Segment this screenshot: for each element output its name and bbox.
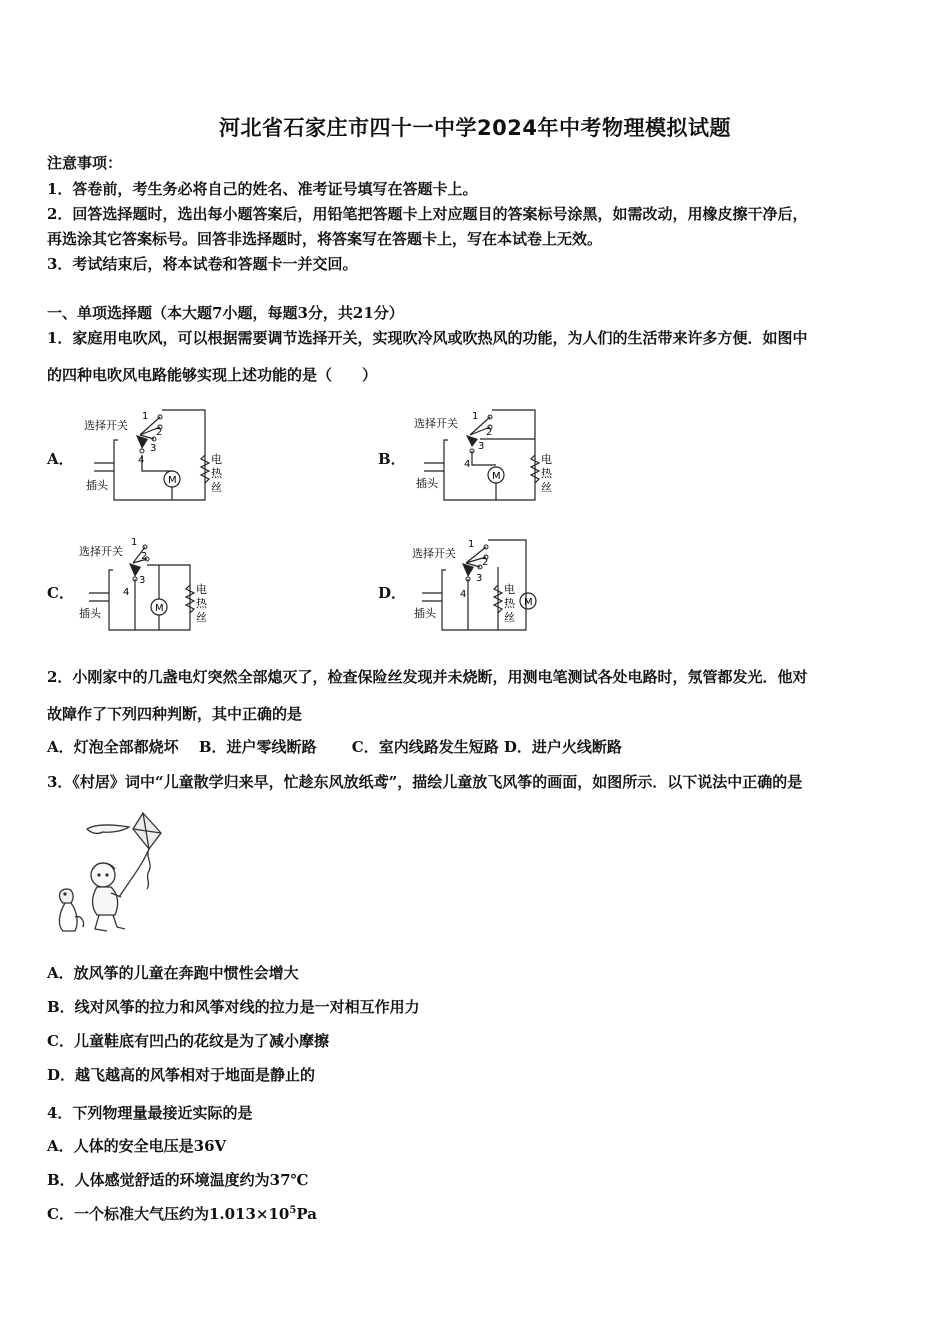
node-1-label: 1: [142, 411, 149, 422]
heater-label-3: 丝: [211, 481, 222, 494]
q4-option-c-exponent: 5: [289, 1205, 297, 1216]
q4-option-a: A．人体的安全电压是36V: [47, 1137, 227, 1155]
heater-label-3: 丝: [541, 481, 552, 494]
node-3-label: 3: [478, 441, 485, 452]
q4-option-c-unit: Pa: [296, 1205, 317, 1223]
q3-option-d: D．越飞越高的风筝相对于地面是静止的: [47, 1066, 316, 1084]
heater-label-2: 热: [504, 597, 515, 610]
heater-label-3: 丝: [504, 611, 515, 624]
heater-label-1: 电: [504, 583, 515, 596]
section-heading: 一、单项选择题（本大题7小题，每题3分，共21分）: [47, 304, 404, 322]
notice-item-2: 2．回答选择题时，选出每小题答案后，用铅笔把答题卡上对应题目的答案标号涂黑，如需改动，用橡皮擦干净后，: [47, 205, 808, 223]
motor-icon: M: [155, 603, 164, 614]
motor-icon: M: [492, 471, 501, 482]
node-1-label: 1: [468, 539, 475, 550]
switch-label: 选择开关: [79, 545, 123, 558]
heater-label-2: 热: [196, 597, 207, 610]
plug-label: 插头: [86, 479, 108, 492]
q1-option-a-label: A．: [47, 450, 74, 468]
q1-option-c-label: C．: [47, 584, 74, 602]
notice-item-2-cont: 再选涂其它答案标号。回答非选择题时，将答案写在答题卡上，写在本试卷上无效。: [47, 230, 603, 248]
circuit-diagram-d: [408, 535, 558, 635]
q1-stem-line1: 1．家庭用电吹风，可以根据需要调节选择开关，实现吹冷风或吹热风的功能，为人们的生活带来许多方便．如图中: [47, 329, 808, 347]
q4-stem: 4．下列物理量最接近实际的是: [47, 1104, 253, 1122]
q3-option-a: A．放风筝的儿童在奔跑中惯性会增大: [47, 964, 299, 982]
motor-icon: M: [168, 475, 177, 486]
heater-label-1: 电: [541, 453, 552, 466]
q2-stem-line2: 故障作了下列四种判断，其中正确的是: [47, 705, 303, 723]
node-4-label: 4: [460, 589, 467, 600]
notice-heading: 注意事项：: [47, 154, 123, 172]
plug-label: 插头: [79, 607, 101, 620]
node-1-label: 1: [131, 537, 138, 548]
q3-option-c: C．儿童鞋底有凹凸的花纹是为了减小摩擦: [47, 1032, 329, 1050]
q3-option-b: B．线对风筝的拉力和风筝对线的拉力是一对相互作用力: [47, 998, 420, 1016]
plug-label: 插头: [416, 477, 438, 490]
heater-label-3: 丝: [196, 611, 207, 624]
switch-label: 选择开关: [412, 547, 456, 560]
notice-item-1: 1．答卷前，考生务必将自己的姓名、准考证号填写在答题卡上。: [47, 180, 478, 198]
circuit-diagram-a: [80, 405, 230, 505]
q4-option-c-main: C．一个标准大气压约为1.013×10: [47, 1205, 290, 1223]
node-3-label: 3: [476, 573, 483, 584]
node-3-label: 3: [150, 443, 157, 454]
q2-stem-line1: 2．小刚家中的几盏电灯突然全部熄灭了，检查保险丝发现并未烧断，用测电笔测试各处电路时，氖管都发光．他对: [47, 668, 808, 686]
node-2-label: 2: [156, 427, 163, 438]
node-3-label: 3: [139, 575, 146, 586]
node-2-label: 2: [486, 427, 493, 438]
q2-options: A．灯泡全部都烧坏 B．进户零线断路 C．室内线路发生短路 D．进户火线断路: [47, 738, 622, 756]
node-1-label: 1: [472, 411, 479, 422]
plug-label: 插头: [414, 607, 436, 620]
q1-stem-line2: 的四种电吹风电路能够实现上述功能的是（ ）: [47, 366, 378, 384]
node-2-label: 2: [482, 557, 489, 568]
heater-label-2: 热: [541, 467, 552, 480]
notice-item-3: 3．考试结束后，将本试卷和答题卡一并交回。: [47, 255, 358, 273]
q4-option-c: [47, 1203, 317, 1224]
heater-label-1: 电: [196, 583, 207, 596]
motor-icon: M: [524, 597, 533, 608]
node-2-label: 2: [141, 551, 148, 562]
node-4-label: 4: [123, 587, 130, 598]
q1-option-b-label: B．: [378, 450, 406, 468]
kite-illustration: [45, 805, 180, 940]
q4-option-b: B．人体感觉舒适的环境温度约为37℃: [47, 1171, 309, 1189]
q1-option-d-label: D．: [378, 584, 407, 602]
switch-label: 选择开关: [414, 417, 458, 430]
page-title: 河北省石家庄市四十一中学2024年中考物理模拟试题: [219, 116, 731, 140]
heater-label-2: 热: [211, 467, 222, 480]
switch-label: 选择开关: [84, 419, 128, 432]
circuit-diagram-c: [75, 535, 225, 635]
node-4-label: 4: [464, 459, 471, 470]
q3-stem: 3．《村居》词中“儿童散学归来早，忙趁东风放纸鸢”，描绘儿童放飞风筝的画面，如图所示．以下说法中正确的是: [47, 773, 803, 791]
circuit-diagram-b: [410, 405, 560, 505]
heater-label-1: 电: [211, 453, 222, 466]
node-4-label: 4: [138, 455, 145, 466]
